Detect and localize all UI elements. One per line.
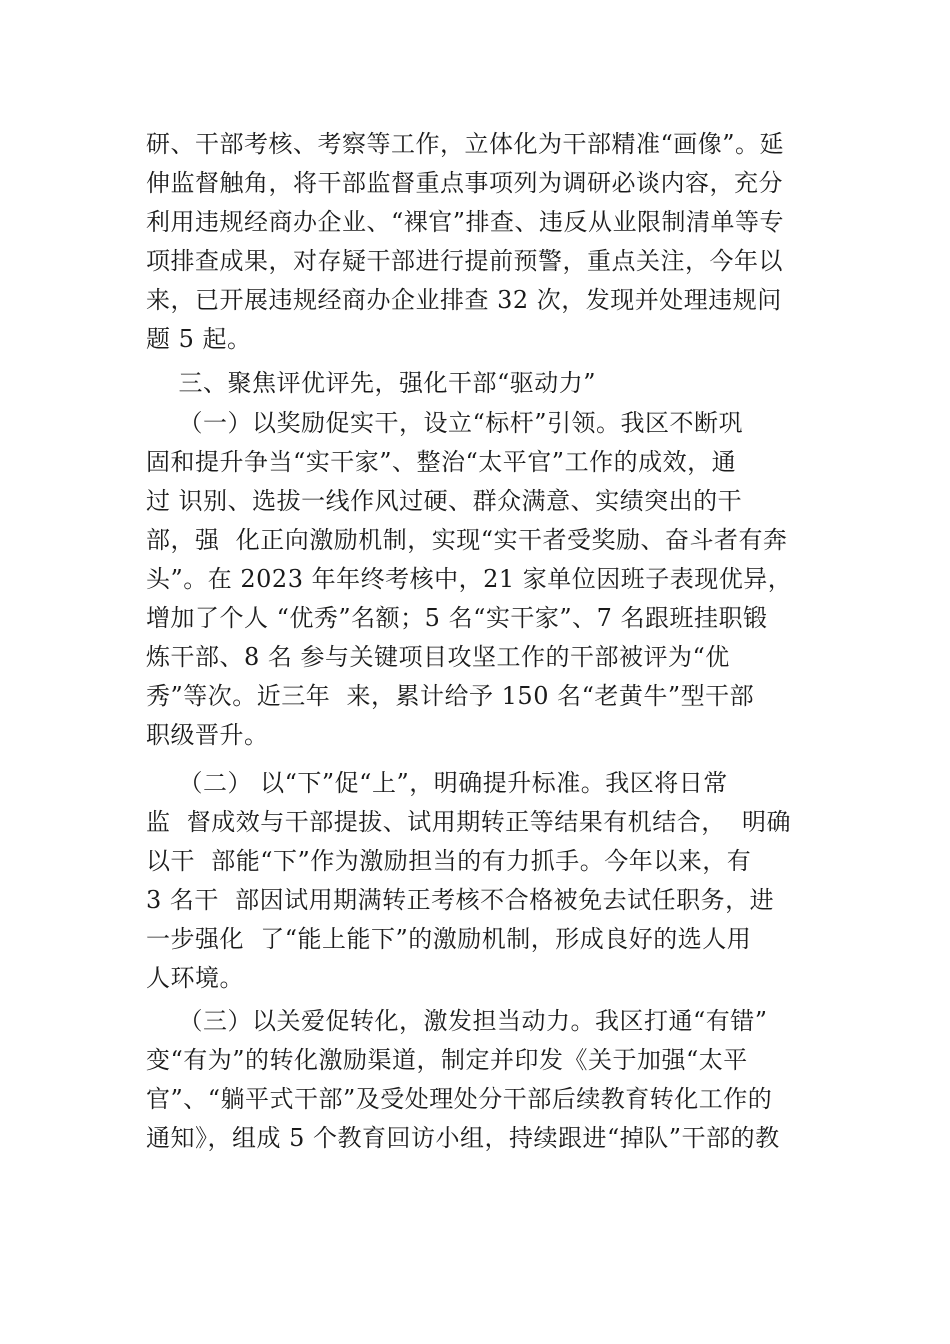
text-line: 官”、“躺平式干部”及受处理处分干部后续教育转化工作的 bbox=[146, 1085, 773, 1113]
text-line: 通知》，组成 5 个教育回访小组，持续跟进“掉队”干部的教 bbox=[146, 1124, 780, 1152]
text-line: （三）以关爱促转化，激发担当动力。我区打通“有错” bbox=[146, 1007, 768, 1035]
text-line: 过 识别、选拔一线作风过硬、群众满意、实绩突出的干 bbox=[146, 487, 743, 515]
text-line: 秀”等次。近三年 来，累计给予 150 名“老黄牛”型干部 bbox=[146, 682, 755, 710]
text-line: 职级晋升。 bbox=[146, 721, 269, 749]
paragraph-reward bbox=[146, 404, 816, 755]
section-heading bbox=[146, 364, 816, 403]
text-line: 人环境。 bbox=[146, 964, 244, 992]
text-line: 研、干部考核、考察等工作，立体化为干部精准“画像”。延 bbox=[146, 130, 785, 158]
text-line: 3 名干 部因试用期满转正考核不合格被免去试任职务，进 bbox=[146, 886, 775, 914]
paragraph-supervision bbox=[146, 125, 816, 359]
text-line: 部，强 化正向激励机制，实现“实干者受奖励、奋斗者有奔 bbox=[146, 526, 788, 554]
text-line: （二） 以“下”促“上”，明确提升标准。我区将日常 bbox=[146, 769, 728, 797]
heading-line: 三、聚焦评优评先，强化干部“驱动力” bbox=[146, 369, 597, 397]
text-line: 增加了个人 “优秀”名额；5 名“实干家”、7 名跟班挂职锻 bbox=[146, 604, 768, 632]
text-line: 固和提升争当“实干家”、整治“太平官”工作的成效，通 bbox=[146, 448, 737, 476]
text-line: 头”。在 2023 年年终考核中，21 家单位因班子表现优异， bbox=[146, 565, 793, 593]
text-line: 利用违规经商办企业、“裸官”排查、违反从业限制清单等专 bbox=[146, 208, 785, 236]
text-line: 一步强化 了“能上能下”的激励机制，形成良好的选人用 bbox=[146, 925, 752, 953]
text-line: 题 5 起。 bbox=[146, 325, 252, 353]
paragraph-care bbox=[146, 1002, 816, 1158]
text-line: 项排查成果，对存疑干部进行提前预警，重点关注，今年以 bbox=[146, 247, 783, 275]
text-line: 炼干部、8 名 参与关键项目攻坚工作的干部被评为“优 bbox=[146, 643, 730, 671]
text-line: 监 督成效与干部提拔、试用期转正等结果有机结合， 明确 bbox=[146, 808, 792, 836]
text-line: 来，已开展违规经商办企业排查 32 次，发现并处理违规问 bbox=[146, 286, 782, 314]
text-line: 以干 部能“下”作为激励担当的有力抓手。今年以来，有 bbox=[146, 847, 752, 875]
text-line: 伸监督触角，将干部监督重点事项列为调研必谈内容，充分 bbox=[146, 169, 783, 197]
paragraph-standards bbox=[146, 764, 816, 998]
text-line: （一）以奖励促实干，设立“标杆”引领。我区不断巩 bbox=[146, 409, 744, 437]
text-line: 变“有为”的转化激励渠道，制定并印发《关于加强“太平 bbox=[146, 1046, 748, 1074]
